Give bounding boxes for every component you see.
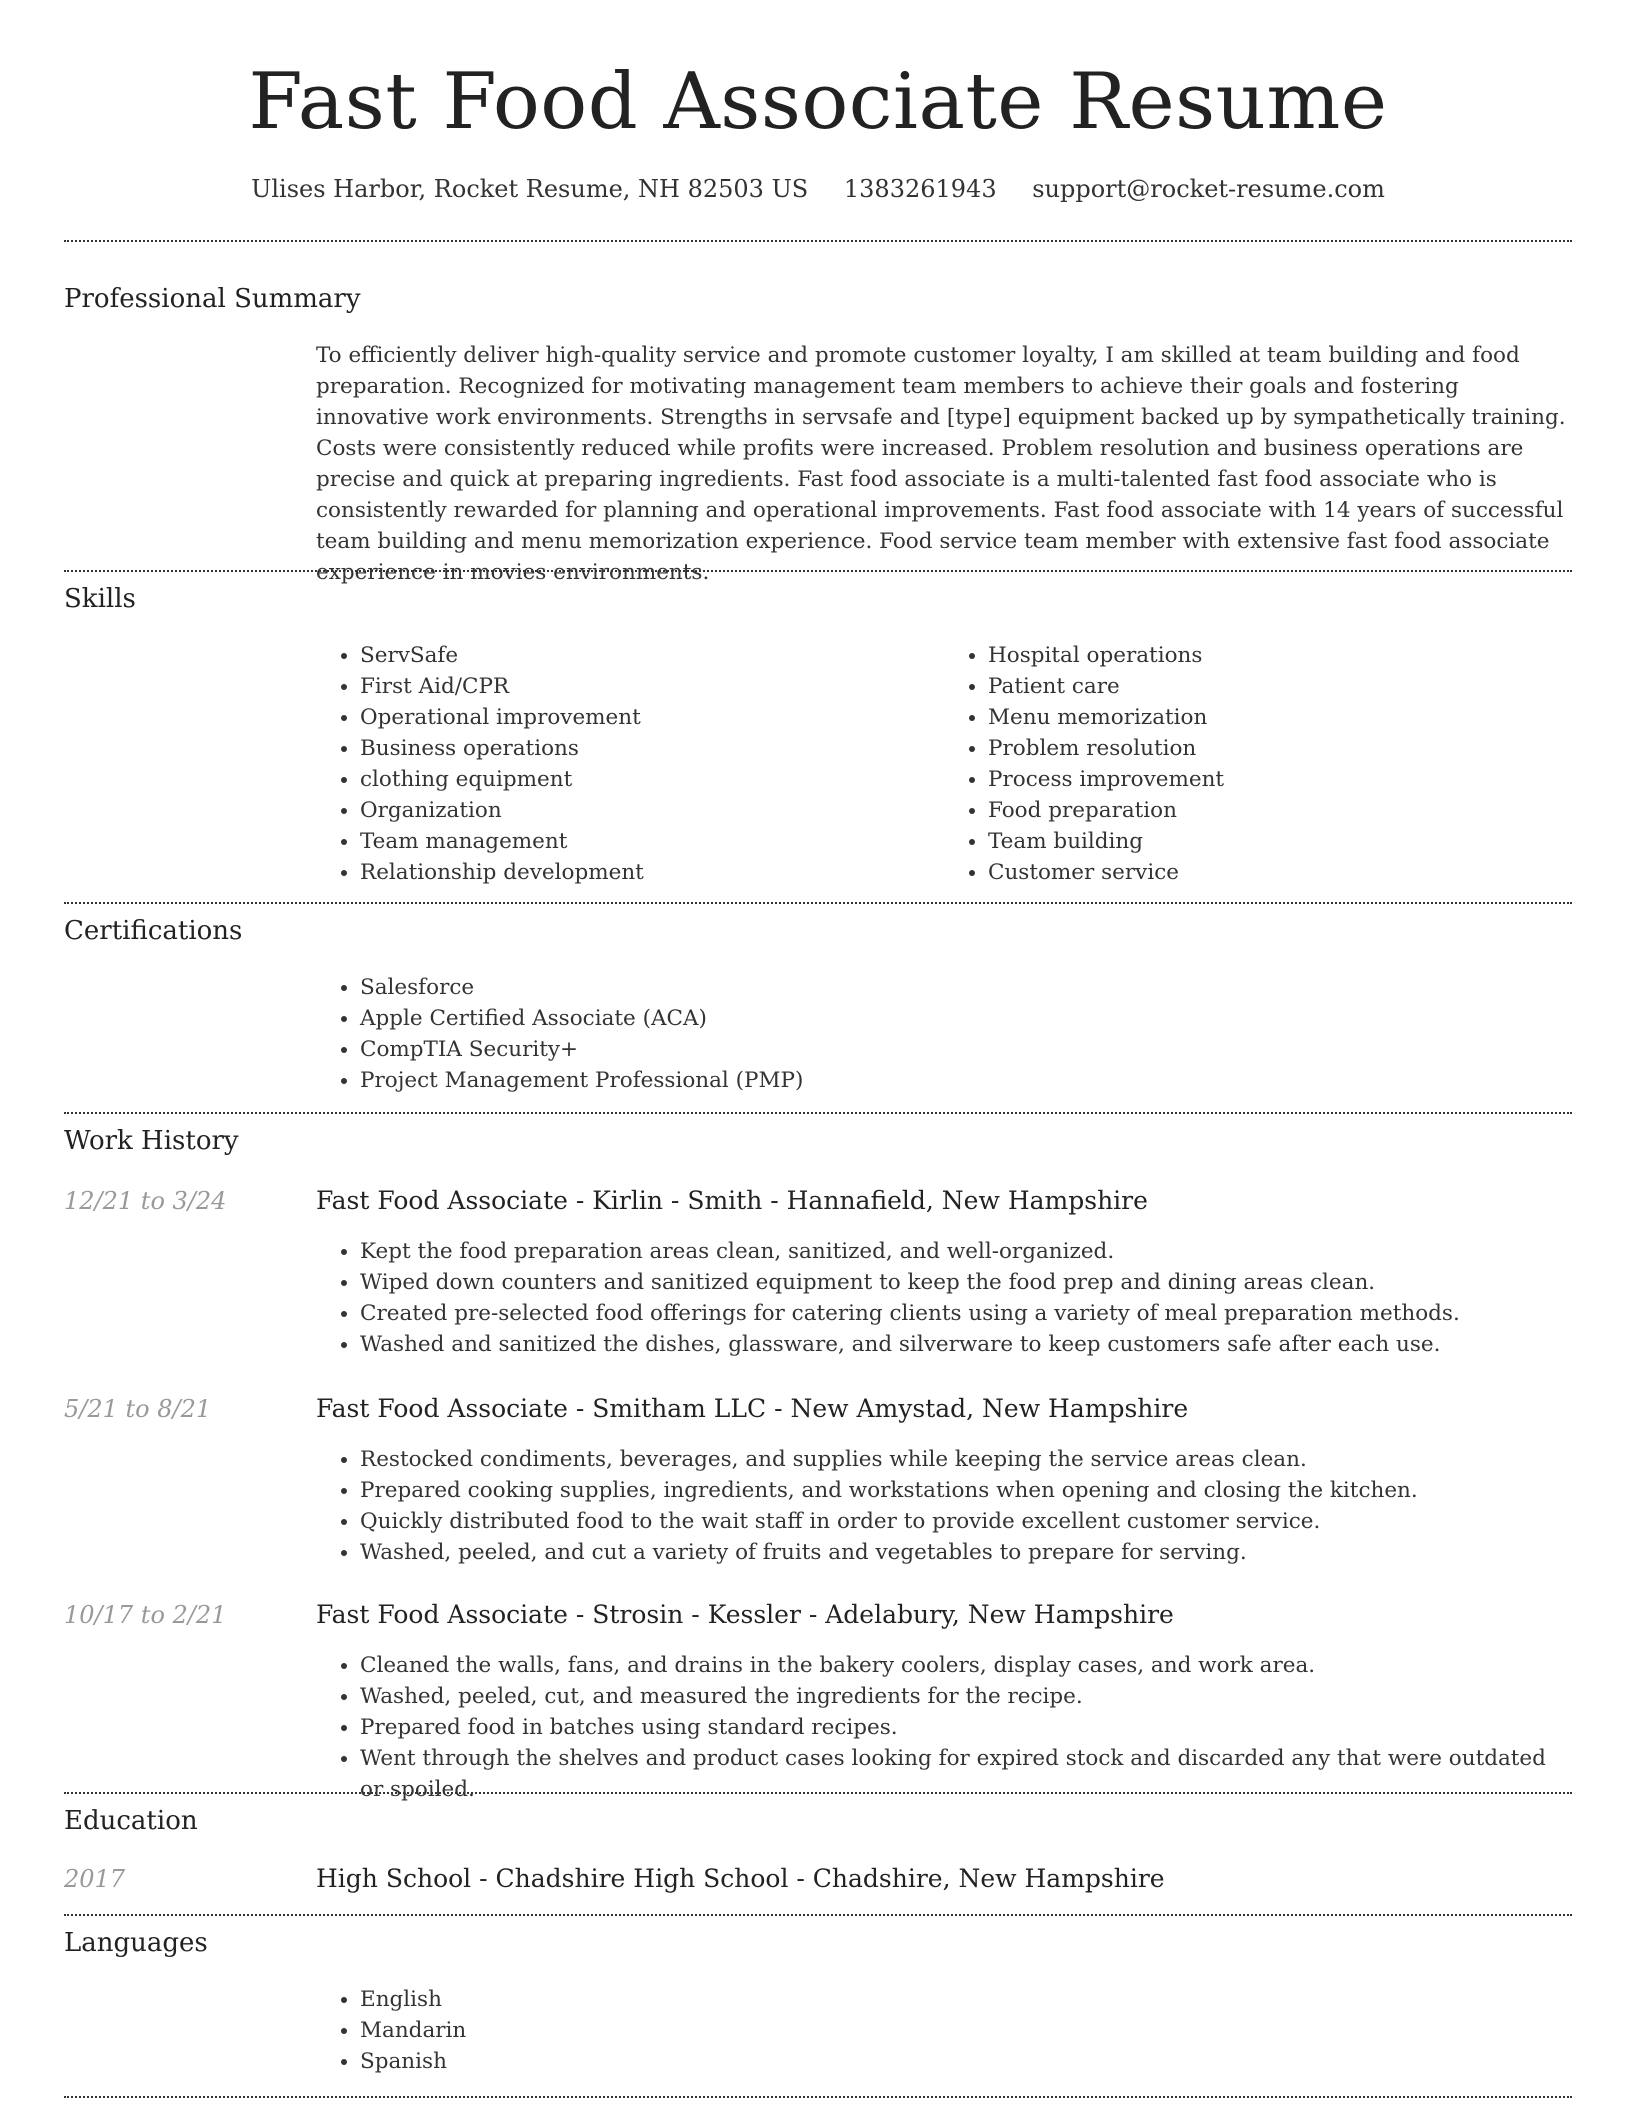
summary-text: To efficiently deliver high-quality service and promote customer loyalty, I am skilled at team building and food preparation. Recognized for motivating management team members to achieve their goals and fostering innovative work environments. Strengths in servsafe and [type] equipment backed up by sympathetically training. Costs were consistently reduced while profits were increased. Problem resolution and business operations are precise and quick at preparing ingredients. Fast food associate is a multi-talented fast food associate who is consistently rewarded for planning and operational improvements. Fast food associate with 14 years of successful team building and menu memorization experience. Food service team member with extensive fast food associate experience in movies environments. (316, 343, 1566, 585)
work-heading: Work History (64, 1126, 239, 1156)
divider (64, 570, 1572, 572)
skill-item: • ServSafe (360, 640, 944, 671)
languages-list (316, 1984, 1572, 2077)
skill-item: • Hospital operations (988, 640, 1572, 671)
divider (64, 1914, 1572, 1916)
divider (64, 240, 1572, 242)
certifications-heading: Certifications (64, 916, 243, 946)
language-item: • Spanish (360, 2046, 1572, 2077)
contact-email: support@rocket-resume.com (1032, 175, 1385, 203)
skills-right-column (944, 640, 1572, 888)
job-bullet: • Washed, peeled, cut, and measured the ingredients for the recipe. (360, 1681, 1572, 1712)
job-bullet: • Kept the food preparation areas clean, sanitized, and well-organized. (360, 1236, 1572, 1267)
divider (64, 2096, 1572, 2098)
job-bullet: • Washed and sanitized the dishes, glassware, and silverware to keep customers safe after each use. (360, 1329, 1572, 1360)
divider (64, 1792, 1572, 1794)
contact-address: Ulises Harbor, Rocket Resume, NH 82503 US (251, 175, 809, 203)
skill-item: • Relationship development (360, 857, 944, 888)
job-bullet: • Washed, peeled, and cut a variety of fruits and vegetables to prepare for serving. (360, 1537, 1572, 1568)
skill-item: • Process improvement (988, 764, 1572, 795)
skill-item: • Patient care (988, 671, 1572, 702)
skill-item: • First Aid/CPR (360, 671, 944, 702)
languages-heading: Languages (64, 1928, 208, 1958)
skills-heading: Skills (64, 584, 136, 614)
certification-item: • Project Management Professional (PMP) (360, 1065, 1572, 1096)
skill-item: • clothing equipment (360, 764, 944, 795)
contact-phone: 1383261943 (843, 175, 997, 203)
job-bullet: • Prepared food in batches using standard recipes. (360, 1712, 1572, 1743)
skill-item: • Food preparation (988, 795, 1572, 826)
skill-item: • Team management (360, 826, 944, 857)
skill-item: • Organization (360, 795, 944, 826)
education-title: High School - Chadshire High School - Chadshire, New Hampshire (316, 1864, 1165, 1893)
skill-item: • Operational improvement (360, 702, 944, 733)
job-title: Fast Food Associate - Smitham LLC - New Amystad, New Hampshire (316, 1394, 1189, 1423)
job-dates: 10/17 to 2/21 (64, 1601, 227, 1629)
certification-item: • Salesforce (360, 972, 1572, 1003)
job-bullet: • Prepared cooking supplies, ingredients, and workstations when opening and closing the kitchen. (360, 1475, 1572, 1506)
job-bullets (316, 1236, 1572, 1360)
job-bullet: • Wiped down counters and sanitized equipment to keep the food prep and dining areas clean. (360, 1267, 1572, 1298)
job-dates: 5/21 to 8/21 (64, 1395, 212, 1423)
job-title: Fast Food Associate - Kirlin - Smith - Hannafield, New Hampshire (316, 1186, 1148, 1215)
summary-heading: Professional Summary (64, 284, 361, 314)
resume-title: Fast Food Associate Resume (248, 57, 1388, 147)
contact-line (64, 172, 1572, 206)
certification-item: • CompTIA Security+ (360, 1034, 1572, 1065)
job-dates: 12/21 to 3/24 (64, 1187, 227, 1215)
job-bullet: • Went through the shelves and product cases looking for expired stock and discarded any that were outdated or spoiled. (360, 1743, 1572, 1805)
skill-item: • Team building (988, 826, 1572, 857)
skills-list (316, 640, 1572, 888)
skill-item: • Business operations (360, 733, 944, 764)
language-item: • English (360, 1984, 1572, 2015)
certifications-list (316, 972, 1572, 1096)
language-item: • Mandarin (360, 2015, 1572, 2046)
skills-left-column (316, 640, 944, 888)
job-bullets (316, 1444, 1572, 1568)
education-year: 2017 (64, 1865, 126, 1893)
certification-item: • Apple Certified Associate (ACA) (360, 1003, 1572, 1034)
divider (64, 902, 1572, 904)
skill-item: • Problem resolution (988, 733, 1572, 764)
skill-item: • Customer service (988, 857, 1572, 888)
job-title: Fast Food Associate - Strosin - Kessler - Adelabury, New Hampshire (316, 1600, 1174, 1629)
skill-item: • Menu memorization (988, 702, 1572, 733)
job-bullets (316, 1650, 1572, 1805)
education-heading: Education (64, 1806, 198, 1836)
job-bullet: • Quickly distributed food to the wait staff in order to provide excellent customer service. (360, 1506, 1572, 1537)
job-bullet: • Restocked condiments, beverages, and supplies while keeping the service areas clean. (360, 1444, 1572, 1475)
job-bullet: • Created pre-selected food offerings for catering clients using a variety of meal preparation methods. (360, 1298, 1572, 1329)
job-bullet: • Cleaned the walls, fans, and drains in the bakery coolers, display cases, and work area. (360, 1650, 1572, 1681)
divider (64, 1112, 1572, 1114)
